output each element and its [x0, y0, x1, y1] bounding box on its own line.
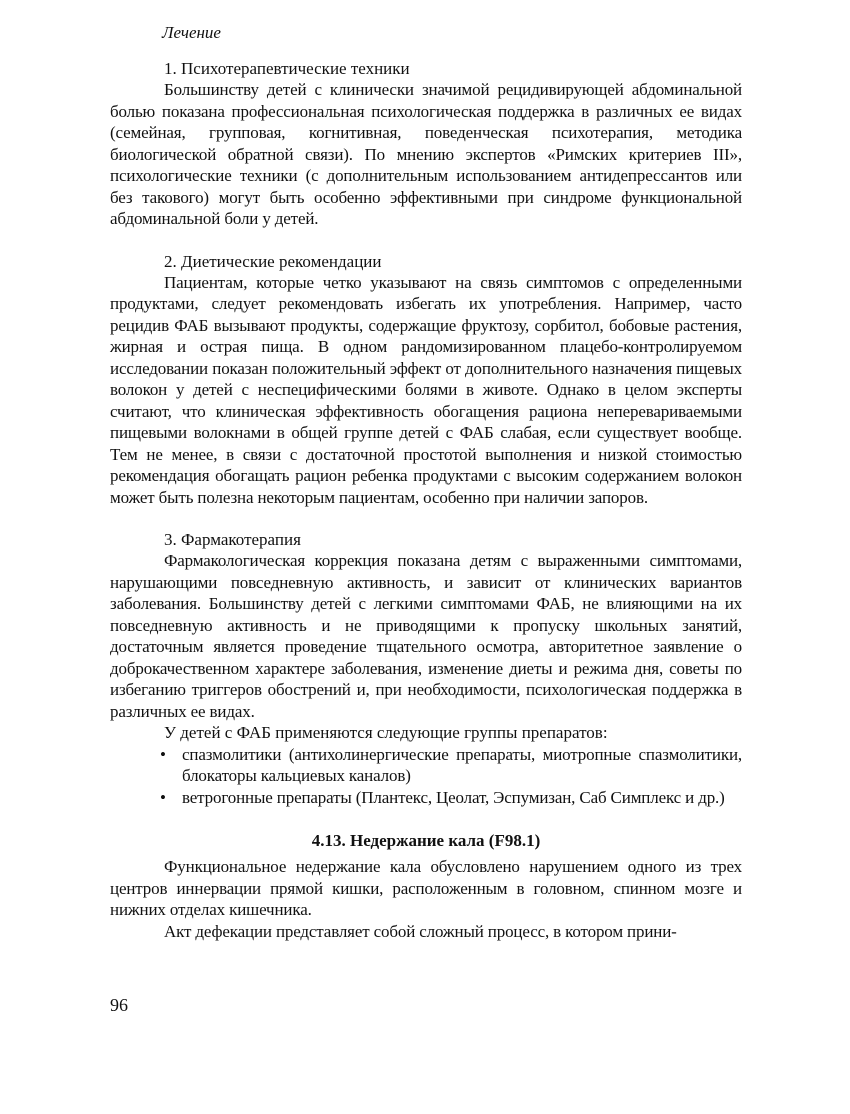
chapter-title: 4.13. Недержание кала (F98.1)	[311, 831, 541, 850]
chapter-paragraph: Функциональное недержание кала обусловлено нарушением одного из трех центров иннервации прямой кишки, расположенным в головном, спинном мозге и нижних отделах кишечника.	[110, 857, 742, 919]
running-head: Лечение	[162, 23, 221, 42]
drug-groups-list	[110, 744, 742, 809]
section-heading: 1. Психотерапевтические техники	[164, 59, 410, 78]
page-body	[110, 22, 742, 942]
bullet-icon: •	[160, 787, 166, 807]
section-pharmacotherapy	[110, 529, 742, 808]
list-item	[110, 787, 742, 809]
section-psychotherapy	[110, 58, 742, 230]
list-item	[110, 744, 742, 787]
list-item-text: ветрогонные препараты (Плантекс, Цеолат, Эспумизан, Саб Симплекс и др.)	[182, 787, 725, 807]
chapter-fecal-incontinence	[110, 830, 742, 942]
section-paragraph: Пациентам, которые четко указывают на связь симптомов с определенными продуктами, следует рекомендовать избегать их употребления. Например, часто рецидив ФАБ вызывают продукты, содержащие фруктозу, сорбитол, бобовые растения, жирная и острая пища. В одном рандомизированном плацебо-контролируемом исследовании показан положительный эффект от дополнительного назначения пищевых волокон у детей с неспецифическими болями в животе. Однако в целом эксперты считают, что клиническая эффективность обогащения рациона неперевариваемыми пищевыми волокнами в общей группе детей с ФАБ слабая, если существует вообще. Тем не менее, в связи с достаточной простотой выполнения и низкой стоимостью рекомендация обогащать рацион ребенка продуктами с высоким содержанием волокон может быть полезна некоторым пациентам, особенно при наличии запоров.	[110, 272, 742, 507]
chapter-paragraph: Акт дефекации представляет собой сложный процесс, в котором прини-	[164, 921, 677, 941]
drug-groups-intro: У детей с ФАБ применяются следующие группы препаратов:	[164, 723, 608, 742]
page-number: 96	[110, 995, 128, 1015]
section-paragraph: Фармакологическая коррекция показана детям с выраженными симптомами, нарушающими повседневную активность, и зависит от клинических вариантов заболевания. Большинству детей с легкими симптомами ФАБ, не влияющими на их повседневную активность и не приводящими к пропуску школьных занятий, достаточным является проведение тщательного осмотра, авторитетное заявление о доброкачественном характере заболевания, изменение диеты и режима дня, советы по избеганию триггеров обострений и, при необходимости, психологическая поддержка в различных ее видах.	[110, 551, 742, 721]
bullet-icon: •	[160, 744, 166, 764]
section-paragraph: Большинству детей с клинически значимой рецидивирующей абдоминальной болью показана профессиональная психологическая поддержка в различных ее видах (семейная, групповая, когнитивная, поведенческая психотерапия, методика биологической обратной связи). По мнению экспертов «Римских критериев III», психологические техники (с дополнительным использованием антидепрессантов или без такового) могут быть особенно эффективными при синдроме функциональной абдоминальной боли у детей.	[110, 80, 742, 228]
list-item-text: спазмолитики (антихолинергические препараты, миотропные спазмолитики, блокаторы кальциевых каналов)	[182, 744, 742, 785]
section-diet	[110, 251, 742, 509]
section-heading: 2. Диетические рекомендации	[164, 251, 382, 271]
section-heading: 3. Фармакотерапия	[164, 530, 301, 549]
